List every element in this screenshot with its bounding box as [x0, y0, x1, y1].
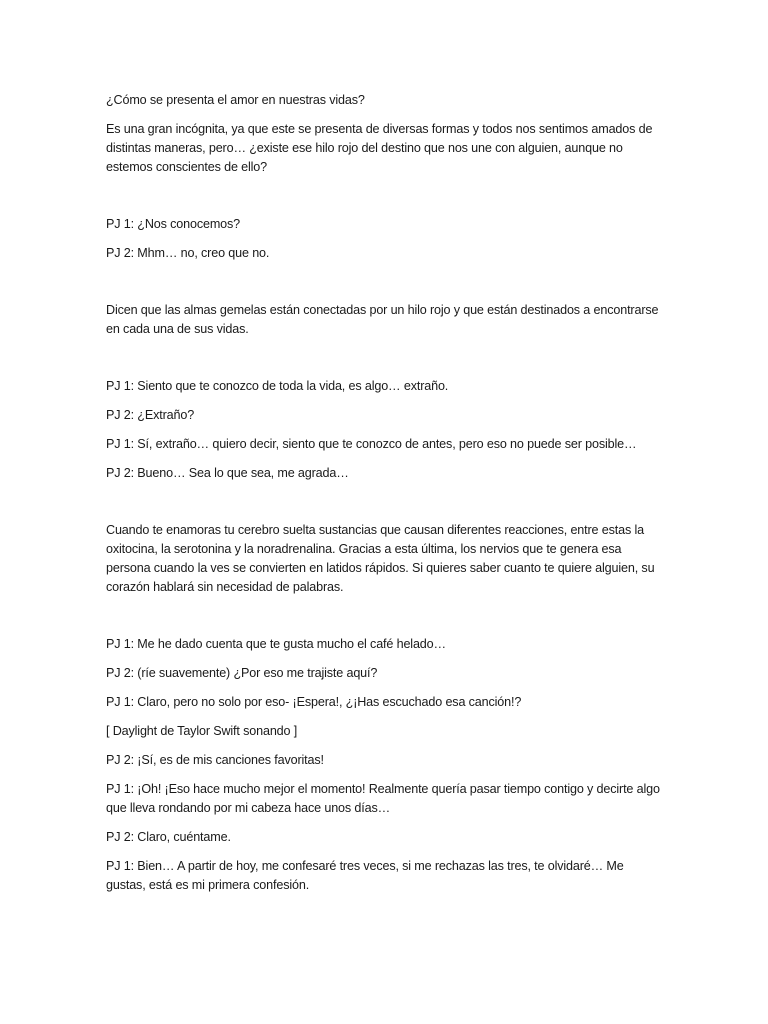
stage-direction: [ Daylight de Taylor Swift sonando ] — [106, 724, 298, 738]
dialogue-line: PJ 1: ¿Nos conocemos? — [106, 217, 241, 231]
narration-paragraph: Cuando te enamoras tu cerebro suelta sustancias que causan diferentes reacciones, entre estas la oxitocina, la serotonina y la noradrenalina. Gracias a esta última, los nervios que te genera esa persona cuando la ves se convierten en latidos rápidos. Si quieres saber cuanto te quiere alguien, su corazón hablará sin necesidad de palabras. — [106, 523, 655, 594]
dialogue-line: PJ 2: Claro, cuéntame. — [106, 830, 231, 844]
dialogue-line: PJ 2: ¡Sí, es de mis canciones favoritas! — [106, 753, 324, 767]
dialogue-line: PJ 1: Me he dado cuenta que te gusta mucho el café helado… — [106, 637, 446, 651]
document-page — [106, 91, 666, 895]
narration-paragraph: Dicen que las almas gemelas están conectadas por un hilo rojo y que están destinados a encontrarse en cada una de sus vidas. — [106, 303, 659, 336]
dialogue-line: PJ 1: ¡Oh! ¡Eso hace mucho mejor el momento! Realmente quería pasar tiempo contigo y decirte algo que lleva rondando por mi cabeza hace unos días… — [106, 782, 660, 815]
dialogue-line: PJ 1: Siento que te conozco de toda la vida, es algo… extraño. — [106, 379, 449, 393]
dialogue-line: PJ 2: Mhm… no, creo que no. — [106, 246, 270, 260]
document-heading: ¿Cómo se presenta el amor en nuestras vidas? — [106, 93, 365, 107]
dialogue-line: PJ 2: ¿Extraño? — [106, 408, 195, 422]
dialogue-line: PJ 1: Sí, extraño… quiero decir, siento que te conozco de antes, pero eso no puede ser posible… — [106, 437, 637, 451]
dialogue-line: PJ 1: Bien… A partir de hoy, me confesaré tres veces, si me rechazas las tres, te olvidaré… Me gustas, está es mi primera confesión. — [106, 859, 624, 892]
intro-paragraph: Es una gran incógnita, ya que este se presenta de diversas formas y todos nos sentimos amados de distintas maneras, pero… ¿existe ese hilo rojo del destino que nos une con alguien, aunque no estemos conscientes de ello? — [106, 122, 653, 174]
dialogue-line: PJ 2: (ríe suavemente) ¿Por eso me trajiste aquí? — [106, 666, 378, 680]
dialogue-line: PJ 2: Bueno… Sea lo que sea, me agrada… — [106, 466, 349, 480]
dialogue-line: PJ 1: Claro, pero no solo por eso- ¡Espera!, ¿¡Has escuchado esa canción!? — [106, 695, 522, 709]
